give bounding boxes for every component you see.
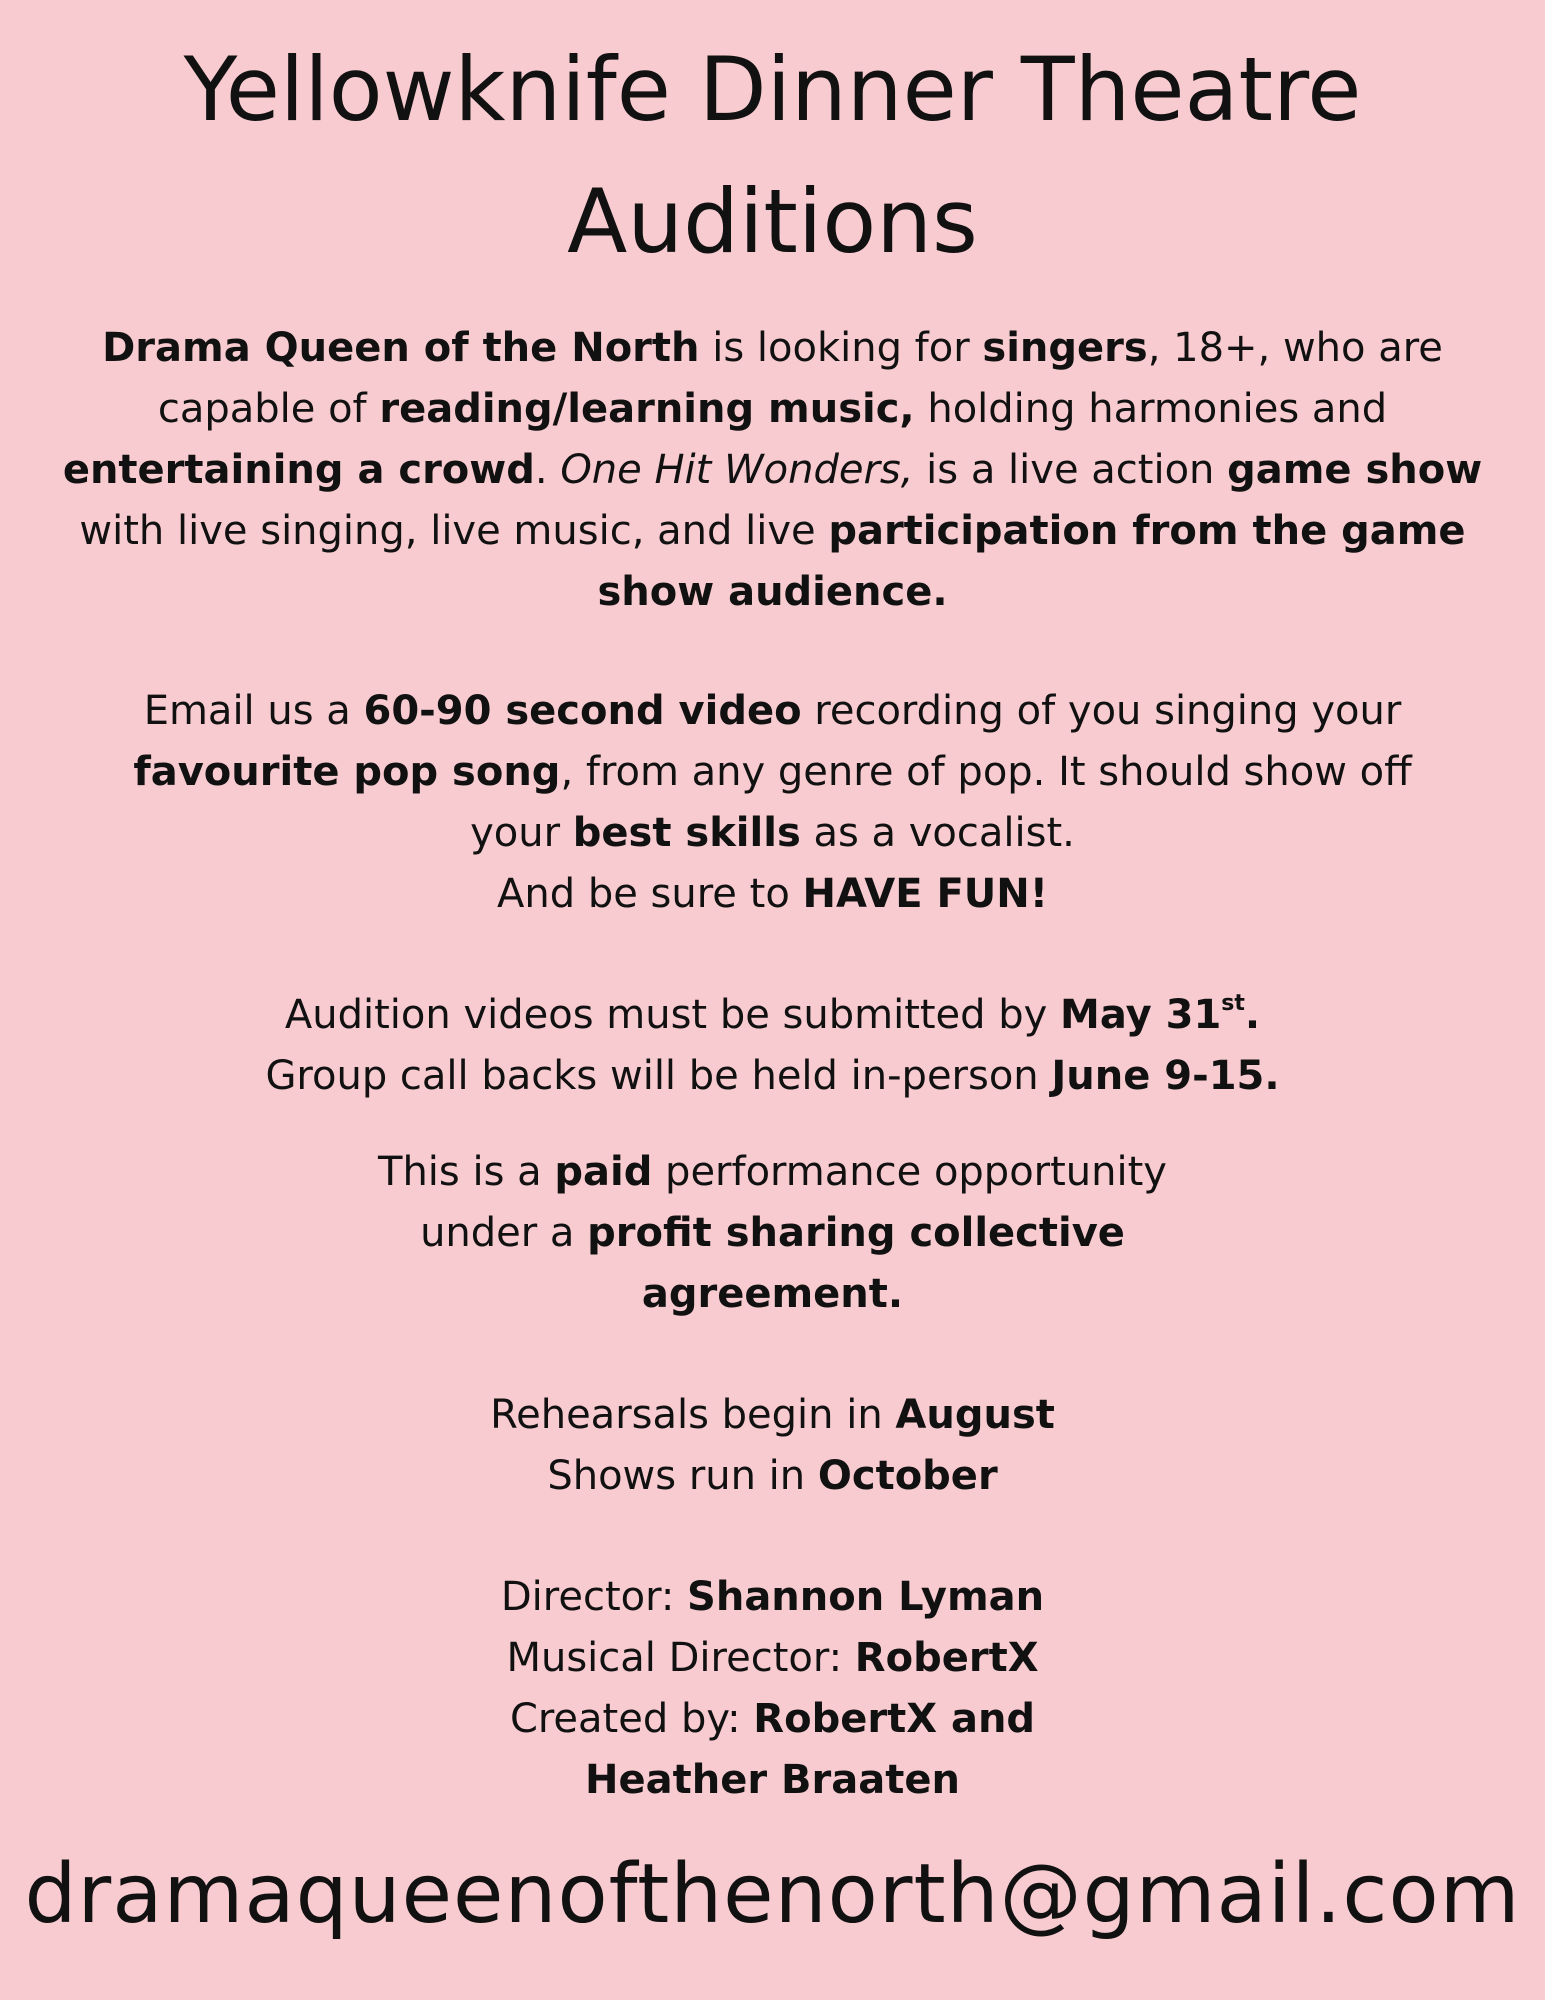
created-by-line [60,1750,1485,1811]
intro-line: Drama Queen of the North is looking for singers, 18+, who are [102,325,1443,371]
video-line: your best skills as a vocalist. [470,810,1075,856]
musical-director-line: Musical Director: RobertX [506,1635,1039,1681]
schedule-paragraph [60,1385,1485,1507]
creators-names: RobertX and [753,1696,1036,1742]
callback-dates: June 9-15. [1051,1053,1280,1099]
game-show-keyword: game show [1227,447,1483,493]
video-line: Email us a 60-90 second video recording of you singing your [143,688,1402,734]
submission-deadline: May 31st. [1060,991,1261,1038]
shows-line: Shows run in October [547,1453,998,1499]
agreement-keyword: agreement. [641,1271,904,1317]
intro-line: entertaining a crowd. One Hit Wonders, is a live action game show [62,447,1483,493]
pay-paragraph [60,1142,1485,1325]
have-fun-keyword: HAVE FUN! [802,871,1048,917]
video-line: And be sure to HAVE FUN! [497,871,1048,917]
dates-paragraph [60,985,1485,1107]
entertaining-keyword: entertaining a crowd [62,447,535,493]
deadline-line: Audition videos must be submitted by May 31st. [284,991,1261,1038]
company-name: Drama Queen of the North [102,325,700,371]
favourite-song-keyword: favourite pop song [133,749,561,795]
singers-keyword: singers [982,325,1148,371]
rehearsal-line: Rehearsals begin in August [490,1392,1055,1438]
intro-line [60,562,1485,623]
video-paragraph [60,681,1485,925]
pay-line: This is a paid performance opportunity [378,1149,1167,1195]
pay-line [60,1264,1485,1325]
poster-title-line-2: Auditions [567,170,978,273]
paid-keyword: paid [554,1149,653,1195]
video-length: 60-90 second video [363,688,802,734]
show-month: October [817,1453,998,1499]
created-by-line: Created by: RobertX and [509,1696,1036,1742]
pay-line: under a profit sharing collective [420,1210,1125,1256]
poster-title-line-1: Yellowknife Dinner Theatre [183,38,1362,141]
rehearsal-month: August [895,1392,1055,1438]
intro-line: with live singing, live music, and live participation from the game [79,508,1466,554]
video-line: favourite pop song, from any genre of pop. It should show off [133,749,1412,795]
profit-sharing-keyword: profit sharing collective [587,1210,1125,1256]
reading-keyword: reading/learning music, [379,386,915,432]
callback-line: Group call backs will be held in-person June 9-15. [265,1053,1280,1099]
show-name: One Hit Wonders, [560,447,914,493]
director-line: Director: Shannon Lyman [500,1574,1045,1620]
intro-paragraph [60,318,1485,623]
skills-keyword: best skills [572,810,801,856]
participation-keyword: participation from the game [828,508,1466,554]
contact-email: dramaqueenofthenorth@gmail.com [24,1847,1521,1942]
director-name: Shannon Lyman [687,1574,1045,1620]
audience-keyword: show audience. [597,569,948,615]
intro-line: capable of reading/learning music, holding harmonies and [157,386,1388,432]
creators-names: Heather Braaten [585,1757,960,1803]
credits-paragraph [60,1567,1485,1811]
musical-director-name: RobertX [854,1635,1039,1681]
